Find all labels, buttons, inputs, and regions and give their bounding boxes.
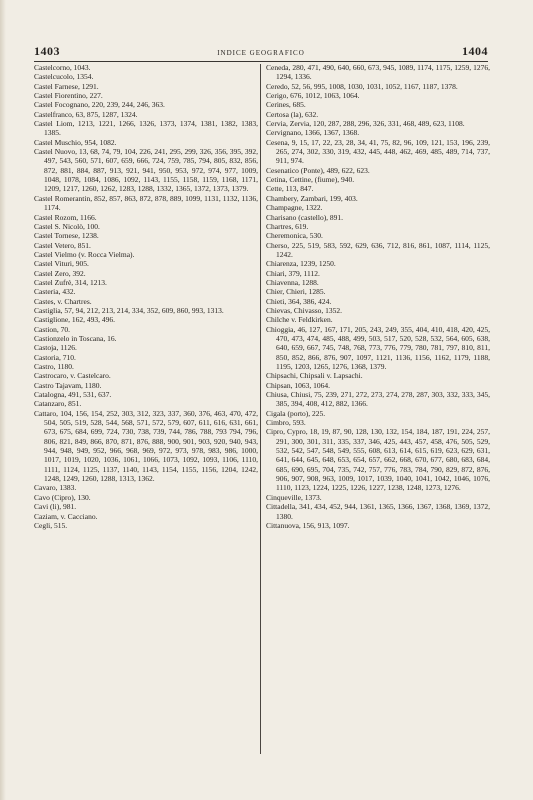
index-entry: Castel Farnese, 1291. [34, 81, 99, 91]
index-entry: Castel Fiorentino, 227. [34, 91, 103, 101]
index-entry: Castel Zero, 392. [34, 268, 86, 278]
index-entry: Cerigo, 676, 1012, 1063, 1064. [266, 91, 360, 101]
index-entry: Cervia, Zervia, 120, 287, 288, 296, 326, 331, 468, 489, 623, 1108. [266, 119, 465, 129]
index-entry: Castel Zufrè, 314, 1213. [34, 277, 107, 287]
index-entry: Chipsachi, Chipsali v. Lapsachi. [266, 371, 363, 381]
column-divider [260, 64, 261, 754]
index-entry: Castiglione, 162, 493, 496. [34, 315, 116, 325]
index-entry: Cittadella, 341, 434, 452, 944, 1361, 1365, 1366, 1367, 1368, 1369, 1372, 1380. [266, 502, 490, 521]
index-column-right [266, 63, 490, 530]
index-entry: Chambery, Zambari, 199, 403. [266, 193, 358, 203]
index-entry: Cavo (Cipro), 130. [34, 492, 91, 502]
index-entry: Chartres, 619. [266, 221, 309, 231]
index-entry: Ceneda, 280, 471, 490, 640, 660, 673, 945, 1089, 1174, 1175, 1259, 1276, 1294, 1336. [266, 63, 490, 82]
index-entry: Chilche v. Feldkirken. [266, 315, 333, 325]
index-entry: Caziam, v. Cacciano. [34, 511, 98, 521]
index-entry: Cavi (li), 981. [34, 502, 77, 512]
index-entry: Catanzaro, 851. [34, 399, 82, 409]
index-entry: Cegli, 515. [34, 520, 68, 530]
index-entry: Castel Tornese, 1238. [34, 231, 99, 241]
index-entry: Charisano (castello), 891. [266, 212, 344, 222]
index-entry: Castiglia, 57, 94, 212, 213, 214, 334, 352, 609, 860, 993, 1313. [34, 305, 224, 315]
index-entry: Cervignano, 1366, 1367, 1368. [266, 128, 360, 138]
index-entry: Castelcucolo, 1354. [34, 72, 94, 82]
index-entry: Cittanuova, 156, 913, 1097. [266, 520, 350, 530]
index-entry: Cesenatico (Ponte), 489, 622, 623. [266, 165, 370, 175]
index-entry: Castel Focognano, 220, 239, 244, 246, 363. [34, 100, 165, 110]
index-entry: Castion, 70. [34, 324, 71, 334]
header-rule [34, 61, 488, 62]
index-entry: Castro Tajavam, 1180. [34, 380, 102, 390]
index-entry: Cesena, 9, 15, 17, 22, 23, 28, 34, 41, 75, 82, 96, 109, 121, 153, 196, 239, 265, 274, 302, 330, 319, 432, 445, 448, 462, 469, 485, 489, 714, 737, 911, 974. [266, 137, 490, 166]
index-entry: Castionzelo in Toscana, 16. [34, 333, 117, 343]
index-entry: Chipsan, 1063, 1064. [266, 380, 330, 390]
index-entry: Castel S. Nicolò, 100. [34, 221, 100, 231]
index-entry: Cherso, 225, 519, 583, 592, 629, 636, 712, 816, 861, 1087, 1114, 1125, 1242. [266, 240, 490, 259]
index-entry: Castel Rozom, 1166. [34, 212, 97, 222]
index-entry: Ceredo, 52, 56, 995, 1008, 1030, 1031, 1052, 1167, 1187, 1378. [266, 81, 458, 91]
index-entry: Chier, Chieri, 1285. [266, 287, 326, 297]
index-entry: Castelcorno, 1043. [34, 63, 91, 72]
index-entry: Castel Vetero, 851. [34, 240, 91, 250]
page-number-right: 1404 [462, 44, 488, 58]
index-entry: Cinqueville, 1373. [266, 492, 322, 502]
index-entry: Chiari, 379, 1112. [266, 268, 320, 278]
index-entry: Castel Vituri, 905. [34, 259, 89, 269]
index-entry: Certosa (la), 632. [266, 109, 319, 119]
index-entry: Cetina, Cettine, (fiume), 940. [266, 175, 355, 185]
page-title: INDICE GEOGRAFICO [217, 49, 305, 57]
index-entry: Castel Liom, 1213, 1221, 1266, 1326, 1373, 1374, 1381, 1382, 1383, 1385. [34, 119, 258, 138]
index-entry: Cerines, 685. [266, 100, 306, 110]
index-entry: Catalogna, 491, 531, 637. [34, 390, 112, 400]
index-entry: Castel Muschio, 954, 1082. [34, 137, 117, 147]
index-entry: Castro, 1180. [34, 362, 74, 371]
index-entry: Cheremonica, 530. [266, 231, 323, 241]
index-entry: Champagne, 1322. [266, 203, 323, 213]
index-entry: Castoria, 710. [34, 352, 76, 362]
index-entry: Chiavenna, 1288. [266, 277, 319, 287]
index-column-left [34, 63, 258, 530]
page-number-left: 1403 [34, 44, 60, 58]
index-entry: Cimbro, 593. [266, 418, 306, 428]
index-entry: Castoja, 1126. [34, 343, 77, 353]
running-header [34, 44, 488, 58]
binding-shadow [0, 0, 6, 800]
index-entry: Chiarenza, 1239, 1250. [266, 259, 336, 269]
index-entry: Castel Vielmo (v. Rocca Vielma). [34, 249, 135, 259]
index-entry: Chioggia, 46, 127, 167, 171, 205, 243, 249, 355, 404, 410, 418, 420, 425, 470, 473, 474, 485, 488, 499, 503, 517, 520, 528, 532, 564, 605, 638, 640, 659, 667, 745, 748, 768, 773, 776, 779, 780, 781, 797, 810, 811, 850, 852, 866, 876, 907, 1097, 1121, 1136, 1156, 1162, 1179, 1188, 1195, 1203, 1265, 1276, 1368, 1379. [266, 324, 490, 371]
index-entry: Castelfranco, 63, 875, 1287, 1324. [34, 109, 138, 119]
index-entry: Castel Romerantin, 852, 857, 863, 872, 878, 889, 1099, 1131, 1132, 1136, 1174. [34, 193, 258, 213]
index-entry: Cigala (porto), 225. [266, 408, 326, 418]
index-entry: Cipro, Cypro, 18, 19, 87, 90, 128, 130, 132, 154, 184, 187, 191, 224, 257, 291, 300, 301, 311, 335, 337, 346, 425, 443, 457, 458, 476, 505, 529, 532, 542, 547, 548, 549, 555, 608, 613, 614, 615, 619, 623, 629, 631, 641, 644, 645, 648, 653, 654, 657, 662, 668, 670, 677, 680, 683, 684, 685, 690, 695, 704, 735, 742, 757, 776, 783, 784, 790, 829, 872, 876, 906, 907, 908, 963, 1009, 1017, 1039, 1040, 1041, 1042, 1046, 1076, 1110, 1123, 1224, 1225, 1226, 1227, 1238, 1248, 1273, 1276. [266, 427, 490, 493]
index-entry: Cette, 113, 847. [266, 184, 314, 194]
index-entry: Castes, v. Chartres. [34, 296, 92, 306]
index-entry: Castel Nuovo, 13, 68, 74, 79, 104, 226, 241, 295, 299, 326, 356, 395, 392, 497, 543, 560, 571, 607, 659, 666, 724, 759, 785, 794, 805, 832, 856, 872, 881, 884, 887, 913, 921, 941, 950, 953, 972, 974, 977, 1009, 1048, 1078, 1084, 1086, 1092, 1143, 1155, 1158, 1159, 1168, 1171, 1209, 1217, 1260, 1262, 1283, 1288, 1332, 1365, 1372, 1373, 1379. [34, 147, 258, 194]
index-entry: Casteria, 432. [34, 287, 76, 297]
index-entry: Cattaro, 104, 156, 154, 252, 303, 312, 323, 337, 360, 376, 463, 470, 472, 504, 505, 519, 528, 544, 568, 571, 572, 579, 607, 611, 616, 631, 661, 673, 675, 684, 699, 724, 730, 738, 739, 744, 786, 788, 793 794, 796, 806, 821, 849, 866, 870, 871, 876, 888, 900, 901, 903, 920, 940, 943, 944, 948, 949, 952, 966, 968, 969, 972, 973, 978, 983, 986, 1000, 1017, 1019, 1020, 1036, 1061, 1066, 1073, 1092, 1093, 1106, 1110, 1111, 1124, 1125, 1137, 1140, 1143, 1154, 1155, 1156, 1204, 1242, 1248, 1249, 1260, 1288, 1313, 1362. [34, 408, 258, 484]
index-entry: Chieti, 364, 386, 424. [266, 296, 332, 306]
index-entry: Castrocaro, v. Castelcaro. [34, 371, 111, 381]
index-entry: Chiusa, Chiusi, 75, 239, 271, 272, 273, 274, 278, 287, 303, 332, 333, 345, 385, 394, 408, 412, 882, 1366. [266, 390, 490, 409]
index-entry: Chievas, Chivasso, 1352. [266, 305, 343, 315]
index-entry: Cavaro, 1383. [34, 483, 77, 493]
